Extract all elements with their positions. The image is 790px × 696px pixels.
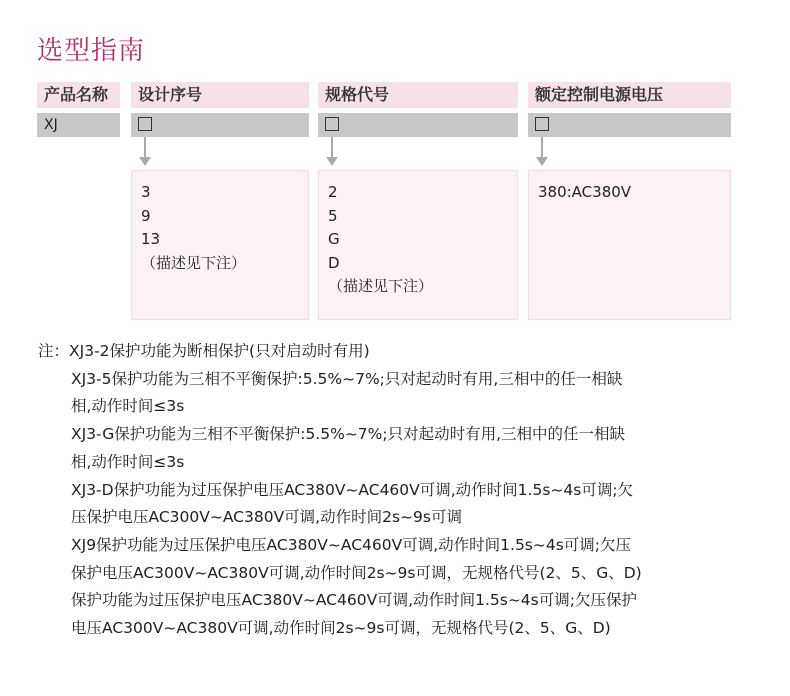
option: 2 [328, 183, 338, 201]
voltage-slot [528, 113, 731, 137]
design-number-options [131, 170, 309, 320]
placeholder-box-icon [325, 117, 339, 131]
note-line: 电压AC300V~AC380V可调,动作时间2s~9s可调，无规格代号(2、5、G、D) [71, 619, 611, 638]
option: 380:AC380V [538, 183, 632, 201]
design-number-slot [131, 113, 309, 137]
arrow-down-icon [144, 137, 146, 159]
option: （描述见下注） [141, 253, 247, 272]
voltage-options [528, 170, 731, 320]
header-design-number: 设计序号 [131, 82, 309, 108]
arrow-down-icon [331, 137, 333, 159]
option: D [328, 253, 340, 272]
notes [38, 338, 642, 643]
option: 3 [141, 183, 151, 201]
note-line: XJ3-D保护功能为过压保护电压AC380V~AC460V可调,动作时间1.5s~4s可调;欠 [71, 480, 634, 499]
product-name-value: XJ [37, 113, 120, 137]
notes-prefix: 注： [38, 342, 70, 360]
option: 5 [328, 206, 338, 225]
spec-code-slot [318, 113, 518, 137]
option: 9 [141, 206, 151, 225]
placeholder-box-icon [138, 117, 152, 131]
arrow-down-icon [541, 137, 543, 159]
note-line: 保护电压AC300V~AC380V可调,动作时间2s~9s可调，无规格代号(2、5、G、D) [71, 563, 642, 582]
page-title: 选型指南 [37, 36, 146, 66]
note-line: 压保护电压AC300V~AC380V可调,动作时间2s~9s可调 [71, 508, 462, 527]
header-spec-code: 规格代号 [318, 82, 518, 108]
note-line: XJ9保护功能为过压保护电压AC380V~AC460V可调,动作时间1.5s~4s可调;欠压 [71, 535, 632, 554]
header-product-name: 产品名称 [37, 82, 120, 108]
note-line: 相,动作时间≤3s [71, 397, 185, 416]
note-line: 相,动作时间≤3s [71, 452, 185, 471]
spec-code-options [318, 170, 518, 320]
placeholder-box-icon [535, 117, 549, 131]
header-voltage: 额定控制电源电压 [528, 82, 731, 108]
note-line: XJ3-G保护功能为三相不平衡保护:5.5%~7%;只对起动时有用,三相中的任一相缺 [71, 425, 626, 444]
note-line: XJ3-2保护功能为断相保护(只对启动时有用) [69, 342, 370, 360]
note-line: XJ3-5保护功能为三相不平衡保护:5.5%~7%;只对起动时有用,三相中的任一相缺 [71, 369, 623, 388]
option: G [328, 230, 340, 248]
option: 13 [141, 230, 161, 248]
option: （描述见下注） [328, 277, 434, 295]
note-line: 保护功能为过压保护电压AC380V~AC460V可调,动作时间1.5s~4s可调;欠压保护 [71, 591, 637, 610]
